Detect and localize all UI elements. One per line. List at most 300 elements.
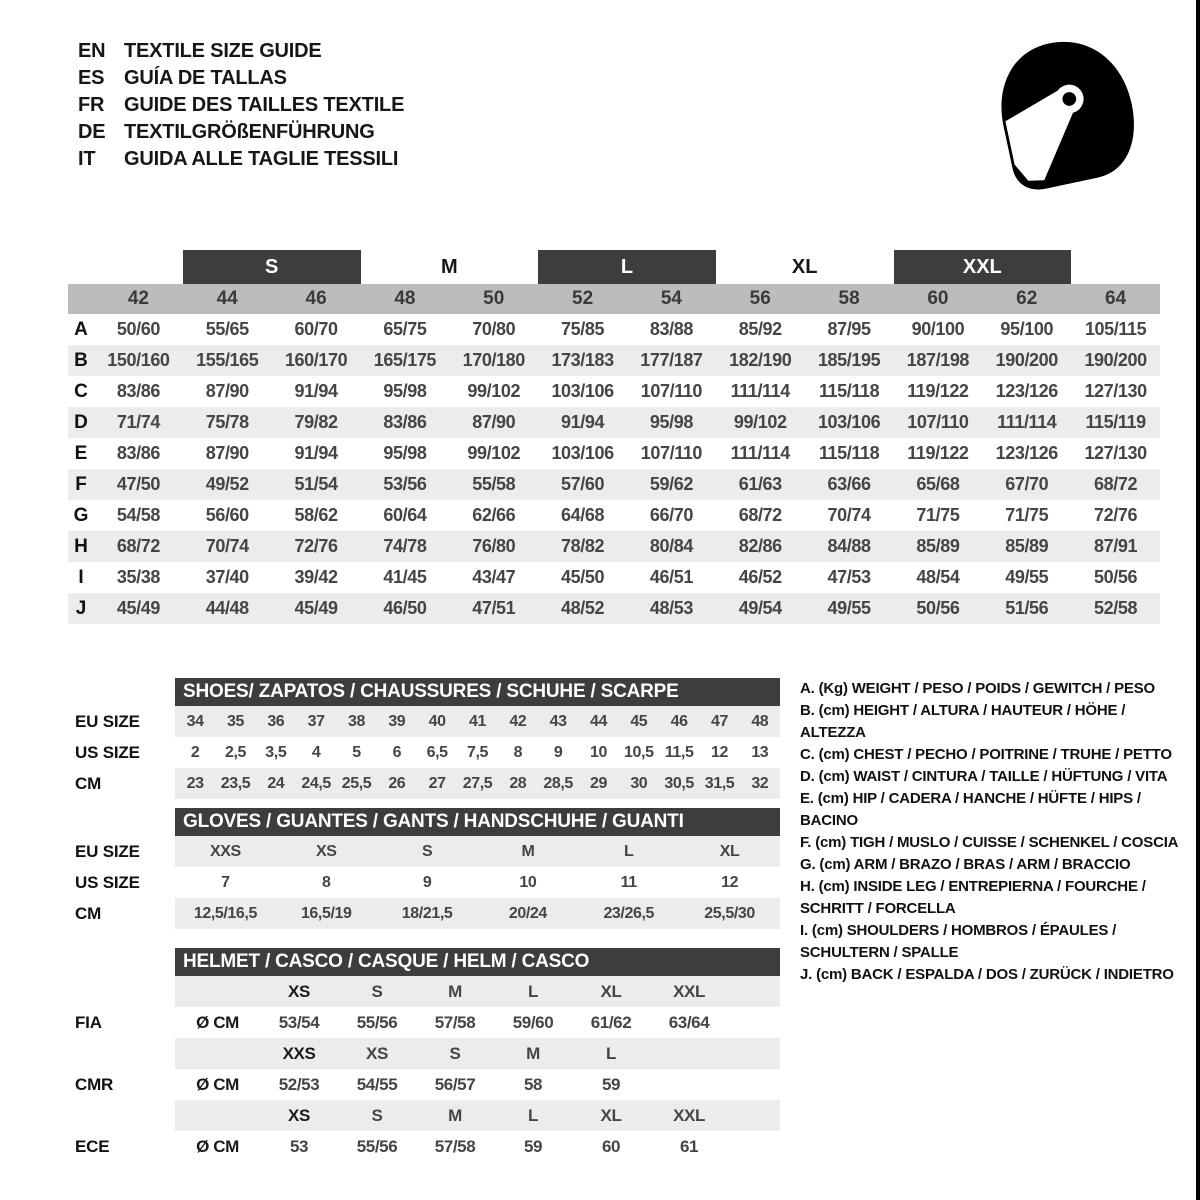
size-value-cell: 85/92 xyxy=(738,319,782,339)
helmet-size-label: L xyxy=(528,981,538,1001)
shoes-us-size: 6 xyxy=(392,743,402,761)
shoes-cm-row xyxy=(175,768,780,799)
gloves-cm-value: 23/26,5 xyxy=(603,904,655,922)
legend-item: I. (cm) SHOULDERS / HOMBROS / ÉPAULES / SCHULTERN / SPALLE xyxy=(800,922,1117,961)
right-edge-rule xyxy=(1196,0,1200,1200)
size-value-cell: 90/100 xyxy=(911,319,965,339)
shoes-eu-size: 43 xyxy=(549,712,567,730)
size-value-cell: 177/187 xyxy=(640,350,703,370)
language-code: FR xyxy=(78,94,105,116)
size-value-cell: 155/165 xyxy=(196,350,259,370)
size-table-row-H xyxy=(68,531,1160,562)
gloves-us-row xyxy=(175,867,780,898)
size-group-xl: XL xyxy=(791,255,818,278)
shoes-cm-value: 27 xyxy=(428,774,446,792)
page-title: TEXTILE SIZE GUIDE xyxy=(124,40,322,62)
shoes-cm-value: 24 xyxy=(267,774,285,792)
shoes-cm-value: 27,5 xyxy=(462,774,493,792)
size-value-cell: 64/68 xyxy=(561,505,605,525)
size-value-cell: 52/58 xyxy=(1094,598,1138,618)
helmet-fia-values-row xyxy=(175,1007,780,1038)
size-value-cell: 48/54 xyxy=(916,567,960,587)
shoes-eu-size: 40 xyxy=(428,712,446,730)
language-row xyxy=(78,92,404,119)
size-value-cell: 74/78 xyxy=(383,536,427,556)
size-value-cell: 46/51 xyxy=(649,567,693,587)
helmet-header-bar: HELMET / CASCO / CASQUE / HELM / CASCO xyxy=(175,948,780,976)
language-row xyxy=(78,38,404,65)
helmet-fia-value: 61/62 xyxy=(590,1012,632,1032)
size-group-s: S xyxy=(183,250,361,284)
row-letter: H xyxy=(74,535,88,557)
helmet-size-label: M xyxy=(448,981,462,1001)
helmet-ece-value: 53 xyxy=(289,1136,309,1156)
language-code: IT xyxy=(78,148,96,170)
legend-item: C. (cm) CHEST / PECHO / POITRINE / TRUHE / PETTO xyxy=(800,746,1172,763)
gloves-us-size-label: US SIZE xyxy=(75,872,140,892)
size-value-cell: 83/88 xyxy=(649,319,693,339)
shoes-eu-size: 48 xyxy=(751,712,769,730)
shoes-eu-size: 35 xyxy=(226,712,244,730)
helmet-size-label xyxy=(650,1038,728,1069)
row-letter: J xyxy=(75,597,87,619)
page-title-it: GUIDA ALLE TAGLIE TESSILI xyxy=(124,148,399,170)
helmet-size-label: S xyxy=(371,981,383,1001)
shoes-us-size: 9 xyxy=(553,743,563,761)
shoes-eu-size: 39 xyxy=(388,712,406,730)
legend-item: J. (cm) BACK / ESPALDA / DOS / ZURÜCK / INDIETRO xyxy=(800,966,1174,983)
shoes-us-size: 3,5 xyxy=(265,743,287,761)
shoes-us-size: 8 xyxy=(513,743,523,761)
size-table-row-J xyxy=(68,593,1160,624)
shoes-eu-size: 41 xyxy=(468,712,486,730)
shoes-eu-size: 36 xyxy=(267,712,285,730)
size-value-cell: 107/110 xyxy=(907,412,969,432)
gloves-cm-value: 12,5/16,5 xyxy=(193,904,257,922)
size-table-row-B xyxy=(68,345,1160,376)
helmet-fia-sizes-row xyxy=(175,976,780,1007)
gloves-eu-row xyxy=(175,836,780,867)
gloves-eu-size: M xyxy=(521,842,535,860)
helmet-ece-value: 61 xyxy=(679,1136,699,1156)
helmet-size-label: XS xyxy=(288,1105,310,1125)
size-value-cell: 103/106 xyxy=(551,443,614,463)
helmet-cmr-value xyxy=(650,1069,728,1100)
size-value-cell: 61/63 xyxy=(738,474,782,494)
shoes-cm-value: 28 xyxy=(509,774,527,792)
row-letter: A xyxy=(74,318,88,340)
ece-label: ECE xyxy=(75,1136,110,1156)
size-value-cell: 46/52 xyxy=(738,567,782,587)
size-value-cell: 91/94 xyxy=(294,443,338,463)
size-value-cell: 115/118 xyxy=(818,443,880,463)
helmet-cmr-values-row xyxy=(175,1069,780,1100)
gloves-cm-value: 25,5/30 xyxy=(704,904,755,922)
page-title-fr: GUIDE DES TAILLES TEXTILE xyxy=(124,94,405,116)
size-value-cell: 49/52 xyxy=(205,474,249,494)
size-value-cell: 55/65 xyxy=(205,319,249,339)
size-value-cell: 78/82 xyxy=(561,536,605,556)
size-value-cell: 91/94 xyxy=(294,381,338,401)
shoes-eu-size-label: EU SIZE xyxy=(75,711,140,731)
size-value-cell: 45/49 xyxy=(116,598,160,618)
helmet-fia-value: 57/58 xyxy=(434,1012,476,1032)
size-value-cell: 63/66 xyxy=(827,474,871,494)
size-value-cell: 95/100 xyxy=(1000,319,1054,339)
legend-item: D. (cm) WAIST / CINTURA / TAILLE / HÜFTUNG / VITA xyxy=(800,768,1168,785)
row-letter: B xyxy=(74,349,88,371)
shoes-us-size: 10 xyxy=(589,743,607,761)
row-letter: G xyxy=(73,504,89,526)
size-value-cell: 54/58 xyxy=(116,505,160,525)
size-value-cell: 53/56 xyxy=(383,474,427,494)
size-value-cell: 50/56 xyxy=(1094,567,1138,587)
language-row xyxy=(78,146,404,173)
helmet-fia-value: 59/60 xyxy=(512,1012,554,1032)
gloves-header-bar: GLOVES / GUANTES / GANTS / HANDSCHUHE / GUANTI xyxy=(175,808,780,836)
shoes-cm-value: 26 xyxy=(388,774,406,792)
shoes-cm-label: CM xyxy=(75,773,102,793)
size-value-cell: 83/86 xyxy=(383,412,427,432)
size-value-cell: 160/170 xyxy=(284,350,348,370)
size-value-cell: 85/89 xyxy=(1005,536,1049,556)
gloves-us-size: 9 xyxy=(422,873,432,891)
size-value-cell: 71/75 xyxy=(916,505,960,525)
helmet-ece-value: 60 xyxy=(601,1136,621,1156)
shoes-header-bar: SHOES/ ZAPATOS / CHAUSSURES / SCHUHE / SCARPE xyxy=(175,678,780,706)
size-value-cell: 83/86 xyxy=(116,381,160,401)
size-rows xyxy=(68,314,1160,624)
language-code: DE xyxy=(78,121,106,143)
helmet-size-label: S xyxy=(449,1043,461,1063)
shoes-cm-value: 29 xyxy=(589,774,607,792)
size-value-cell: 47/50 xyxy=(116,474,160,494)
language-row xyxy=(78,65,404,92)
size-value-cell: 75/78 xyxy=(205,412,249,432)
gloves-cm-row xyxy=(175,898,780,929)
size-value-cell: 165/175 xyxy=(373,350,437,370)
size-value-cell: 115/118 xyxy=(818,381,880,401)
helmet-cmr-value: 59 xyxy=(601,1074,621,1094)
helmet-size-label: XL xyxy=(600,1105,622,1125)
helmet-fia-value: Ø CM xyxy=(196,1012,239,1032)
size-value-cell: 51/56 xyxy=(1005,598,1049,618)
helmet-table xyxy=(75,948,780,1162)
helmet-fia-value: 53/54 xyxy=(278,1012,320,1032)
accessory-tables xyxy=(75,676,780,1162)
shoes-cm-value: 31,5 xyxy=(704,774,735,792)
legend-item: E. (cm) HIP / CADERA / HANCHE / HÜFTE / HIPS / BACINO xyxy=(800,790,1141,829)
size-value-cell: 66/70 xyxy=(649,505,693,525)
size-value-cell: 190/200 xyxy=(1084,350,1147,370)
gloves-us-size: 10 xyxy=(519,873,537,891)
language-code: ES xyxy=(78,67,105,89)
helmet-size-label: M xyxy=(526,1043,540,1063)
shoes-us-size: 7,5 xyxy=(466,743,489,761)
shoes-us-size: 6,5 xyxy=(426,743,448,761)
size-value-cell: 70/74 xyxy=(827,505,871,525)
helmet-size-label: XS xyxy=(366,1043,388,1063)
size-value-cell: 44/48 xyxy=(205,598,249,618)
size-value-cell: 68/72 xyxy=(116,536,160,556)
size-value-cell: 87/91 xyxy=(1094,536,1138,556)
helmet-ece-value: 59 xyxy=(523,1136,543,1156)
helmet-fia-value: 63/64 xyxy=(668,1012,710,1032)
gloves-eu-size: L xyxy=(624,842,634,860)
size-number: 60 xyxy=(927,288,949,309)
size-value-cell: 48/53 xyxy=(649,598,693,618)
size-value-cell: 55/58 xyxy=(472,474,516,494)
language-code: EN xyxy=(78,40,106,62)
size-value-cell: 60/64 xyxy=(383,505,427,525)
size-value-cell: 111/114 xyxy=(730,381,790,401)
gloves-eu-size-label: EU SIZE xyxy=(75,841,140,861)
helmet-size-label: XXL xyxy=(673,1105,705,1125)
size-value-cell: 84/88 xyxy=(827,536,871,556)
size-value-cell: 49/55 xyxy=(827,598,871,618)
size-value-cell: 83/86 xyxy=(116,443,160,463)
size-value-cell: 65/75 xyxy=(383,319,427,339)
shoes-cm-value: 23,5 xyxy=(220,774,251,792)
shoes-eu-row xyxy=(175,706,780,737)
shoes-cm-value: 23 xyxy=(186,774,204,792)
size-value-cell: 99/102 xyxy=(467,381,521,401)
helmet-size-label: S xyxy=(371,1105,383,1125)
helmet-fia-value: 55/56 xyxy=(356,1012,398,1032)
size-value-cell: 60/70 xyxy=(294,319,338,339)
gloves-cm-value: 16,5/19 xyxy=(300,904,352,922)
size-value-cell: 72/76 xyxy=(294,536,338,556)
shoes-us-size: 5 xyxy=(352,743,361,761)
shoes-eu-size: 34 xyxy=(186,712,204,730)
shoes-us-size: 2,5 xyxy=(224,743,247,761)
size-value-cell: 39/42 xyxy=(294,567,338,587)
row-letter: I xyxy=(78,566,84,588)
helmet-cmr-value: Ø CM xyxy=(196,1074,239,1094)
shoes-us-row xyxy=(175,737,780,768)
size-value-cell: 80/84 xyxy=(649,536,693,556)
helmet-size-label: XXL xyxy=(673,981,705,1001)
size-value-cell: 85/89 xyxy=(916,536,960,556)
size-value-cell: 48/52 xyxy=(561,598,605,618)
size-number: 46 xyxy=(305,288,327,309)
size-value-cell: 170/180 xyxy=(462,350,525,370)
fia-label: FIA xyxy=(75,1012,102,1032)
helmet-ece-value: 55/56 xyxy=(356,1136,398,1156)
shoes-eu-size: 46 xyxy=(670,712,688,730)
size-value-cell: 46/50 xyxy=(383,598,427,618)
shoes-eu-size: 44 xyxy=(589,712,607,730)
gloves-cm-value: 18/21,5 xyxy=(401,904,453,922)
size-value-cell: 119/122 xyxy=(907,443,969,463)
size-value-cell: 95/98 xyxy=(649,412,693,432)
size-value-cell: 68/72 xyxy=(1094,474,1138,494)
racing-helmet-icon xyxy=(965,25,1160,205)
size-number: 50 xyxy=(483,288,505,309)
helmet-ece-sizes-row xyxy=(175,1100,780,1131)
row-letter: C xyxy=(74,380,88,402)
legend-item: B. (cm) HEIGHT / ALTURA / HAUTEUR / HÖHE / ALTEZZA xyxy=(800,702,1126,741)
gloves-us-size: 12 xyxy=(721,873,739,891)
size-value-cell: 49/55 xyxy=(1005,567,1049,587)
cmr-label: CMR xyxy=(75,1074,114,1094)
size-value-cell: 127/130 xyxy=(1084,381,1147,401)
shoes-cm-value: 32 xyxy=(751,774,769,792)
size-value-cell: 70/74 xyxy=(205,536,249,556)
shoes-cm-value: 25,5 xyxy=(341,774,372,792)
helmet-cmr-value: 56/57 xyxy=(434,1074,476,1094)
size-value-cell: 87/90 xyxy=(205,381,249,401)
size-number: 44 xyxy=(216,288,238,309)
size-value-cell: 182/190 xyxy=(729,350,792,370)
size-value-cell: 99/102 xyxy=(733,412,787,432)
size-value-cell: 123/126 xyxy=(995,381,1058,401)
shoes-cm-value: 30 xyxy=(630,774,648,792)
size-value-cell: 95/98 xyxy=(383,381,427,401)
size-value-cell: 87/90 xyxy=(472,412,516,432)
gloves-cm-value: 20/24 xyxy=(508,904,547,922)
size-table-row-A xyxy=(68,314,1160,345)
size-number: 54 xyxy=(660,288,682,309)
size-number: 62 xyxy=(1016,288,1038,309)
size-value-cell: 50/60 xyxy=(116,319,160,339)
size-value-cell: 123/126 xyxy=(995,443,1058,463)
shoes-us-size: 4 xyxy=(311,743,321,761)
size-value-cell: 58/62 xyxy=(294,505,338,525)
size-value-cell: 150/160 xyxy=(107,350,170,370)
size-value-cell: 50/56 xyxy=(916,598,960,618)
size-group-l: L xyxy=(538,250,716,284)
helmet-size-label: XXS xyxy=(282,1043,316,1063)
size-value-cell: 59/62 xyxy=(649,474,693,494)
size-number: 52 xyxy=(572,288,594,309)
size-number-row xyxy=(68,284,1160,314)
shoes-eu-size: 37 xyxy=(307,712,325,730)
gloves-eu-size: XL xyxy=(719,842,740,860)
page-title-es: GUÍA DE TALLAS xyxy=(124,67,287,89)
shoes-us-size: 12 xyxy=(710,743,728,761)
helmet-cmr-value: 58 xyxy=(523,1074,543,1094)
apparel-size-table xyxy=(68,250,1160,624)
size-value-cell: 35/38 xyxy=(116,567,160,587)
size-value-cell: 119/122 xyxy=(907,381,969,401)
size-value-cell: 49/54 xyxy=(738,598,782,618)
size-value-cell: 99/102 xyxy=(467,443,521,463)
size-value-cell: 43/47 xyxy=(472,567,516,587)
shoes-eu-size: 45 xyxy=(630,712,648,730)
size-value-cell: 107/110 xyxy=(640,381,703,401)
size-value-cell: 67/70 xyxy=(1005,474,1049,494)
helmet-size-label: XL xyxy=(600,981,622,1001)
legend-item: G. (cm) ARM / BRAZO / BRAS / ARM / BRACCIO xyxy=(800,856,1131,873)
shoes-us-size: 2 xyxy=(190,743,200,761)
size-value-cell: 187/198 xyxy=(906,350,970,370)
language-header xyxy=(78,38,404,173)
helmet-size-label: L xyxy=(606,1043,616,1063)
size-value-cell: 76/80 xyxy=(472,536,516,556)
size-value-cell: 173/183 xyxy=(551,350,614,370)
size-value-cell: 37/40 xyxy=(205,567,249,587)
size-value-cell: 127/130 xyxy=(1084,443,1147,463)
size-table-row-G xyxy=(68,500,1160,531)
size-value-cell: 41/45 xyxy=(383,567,427,587)
shoes-us-size: 10,5 xyxy=(624,743,654,761)
page-title-de: TEXTILGRÖßENFÜHRUNG xyxy=(124,121,375,143)
gloves-table xyxy=(75,808,780,929)
gloves-us-size: 8 xyxy=(321,873,331,891)
size-number: 48 xyxy=(394,288,416,309)
size-value-cell: 87/95 xyxy=(827,319,871,339)
size-value-cell: 75/85 xyxy=(561,319,605,339)
size-value-cell: 72/76 xyxy=(1094,505,1138,525)
shoes-us-size-label: US SIZE xyxy=(75,742,140,762)
helmet-ece-values-row xyxy=(175,1131,780,1162)
size-value-cell: 47/51 xyxy=(472,598,516,618)
shoes-eu-size: 42 xyxy=(509,712,527,730)
size-value-cell: 56/60 xyxy=(205,505,249,525)
size-table-row-E xyxy=(68,438,1160,469)
helmet-ece-value: 57/58 xyxy=(434,1136,476,1156)
helmet-size-label: XS xyxy=(288,981,310,1001)
shoes-cm-value: 30,5 xyxy=(664,774,694,792)
size-value-cell: 62/66 xyxy=(472,505,516,525)
shoes-eu-size: 38 xyxy=(347,712,365,730)
row-letter: E xyxy=(74,442,88,464)
size-number: 58 xyxy=(838,288,860,309)
size-value-cell: 79/82 xyxy=(294,412,338,432)
size-value-cell: 95/98 xyxy=(383,443,427,463)
size-value-cell: 111/114 xyxy=(997,412,1057,432)
size-value-cell: 47/53 xyxy=(827,567,871,587)
gloves-eu-size: XS xyxy=(315,842,337,860)
shoes-cm-value: 28,5 xyxy=(543,774,573,792)
size-value-cell: 71/74 xyxy=(116,412,160,432)
helmet-size-label: L xyxy=(528,1105,538,1125)
size-value-cell: 71/75 xyxy=(1005,505,1049,525)
size-value-cell: 111/114 xyxy=(730,443,790,463)
size-number: 64 xyxy=(1105,288,1127,309)
size-value-cell: 45/50 xyxy=(561,567,605,587)
gloves-us-size: 11 xyxy=(620,873,637,891)
size-table-row-I xyxy=(68,562,1160,593)
gloves-cm-label: CM xyxy=(75,903,102,923)
language-row xyxy=(78,119,404,146)
size-group-xxl: XXL xyxy=(894,250,1072,284)
shoes-us-size: 11,5 xyxy=(664,743,694,761)
size-value-cell: 51/54 xyxy=(294,474,338,494)
size-group-band xyxy=(68,250,1160,284)
size-number: 56 xyxy=(749,288,771,309)
legend-item: F. (cm) TIGH / MUSLO / CUISSE / SCHENKEL / COSCIA xyxy=(800,834,1179,851)
size-table-row-C xyxy=(68,376,1160,407)
size-number: 42 xyxy=(127,288,149,309)
size-table-row-D xyxy=(68,407,1160,438)
size-value-cell: 107/110 xyxy=(640,443,703,463)
size-value-cell: 190/200 xyxy=(995,350,1058,370)
size-value-cell: 103/106 xyxy=(551,381,614,401)
gloves-eu-size: S xyxy=(421,842,433,860)
size-value-cell: 115/119 xyxy=(1085,412,1146,432)
shoes-table xyxy=(75,678,780,799)
size-value-cell: 57/60 xyxy=(561,474,605,494)
size-value-cell: 70/80 xyxy=(472,319,516,339)
helmet-cmr-sizes-row xyxy=(175,1038,780,1069)
size-value-cell: 91/94 xyxy=(561,412,605,432)
shoes-us-size: 13 xyxy=(751,743,769,761)
helmet-cmr-value: 54/55 xyxy=(356,1074,398,1094)
gloves-eu-size: XXS xyxy=(210,842,241,860)
shoes-cm-value: 24,5 xyxy=(301,774,331,792)
